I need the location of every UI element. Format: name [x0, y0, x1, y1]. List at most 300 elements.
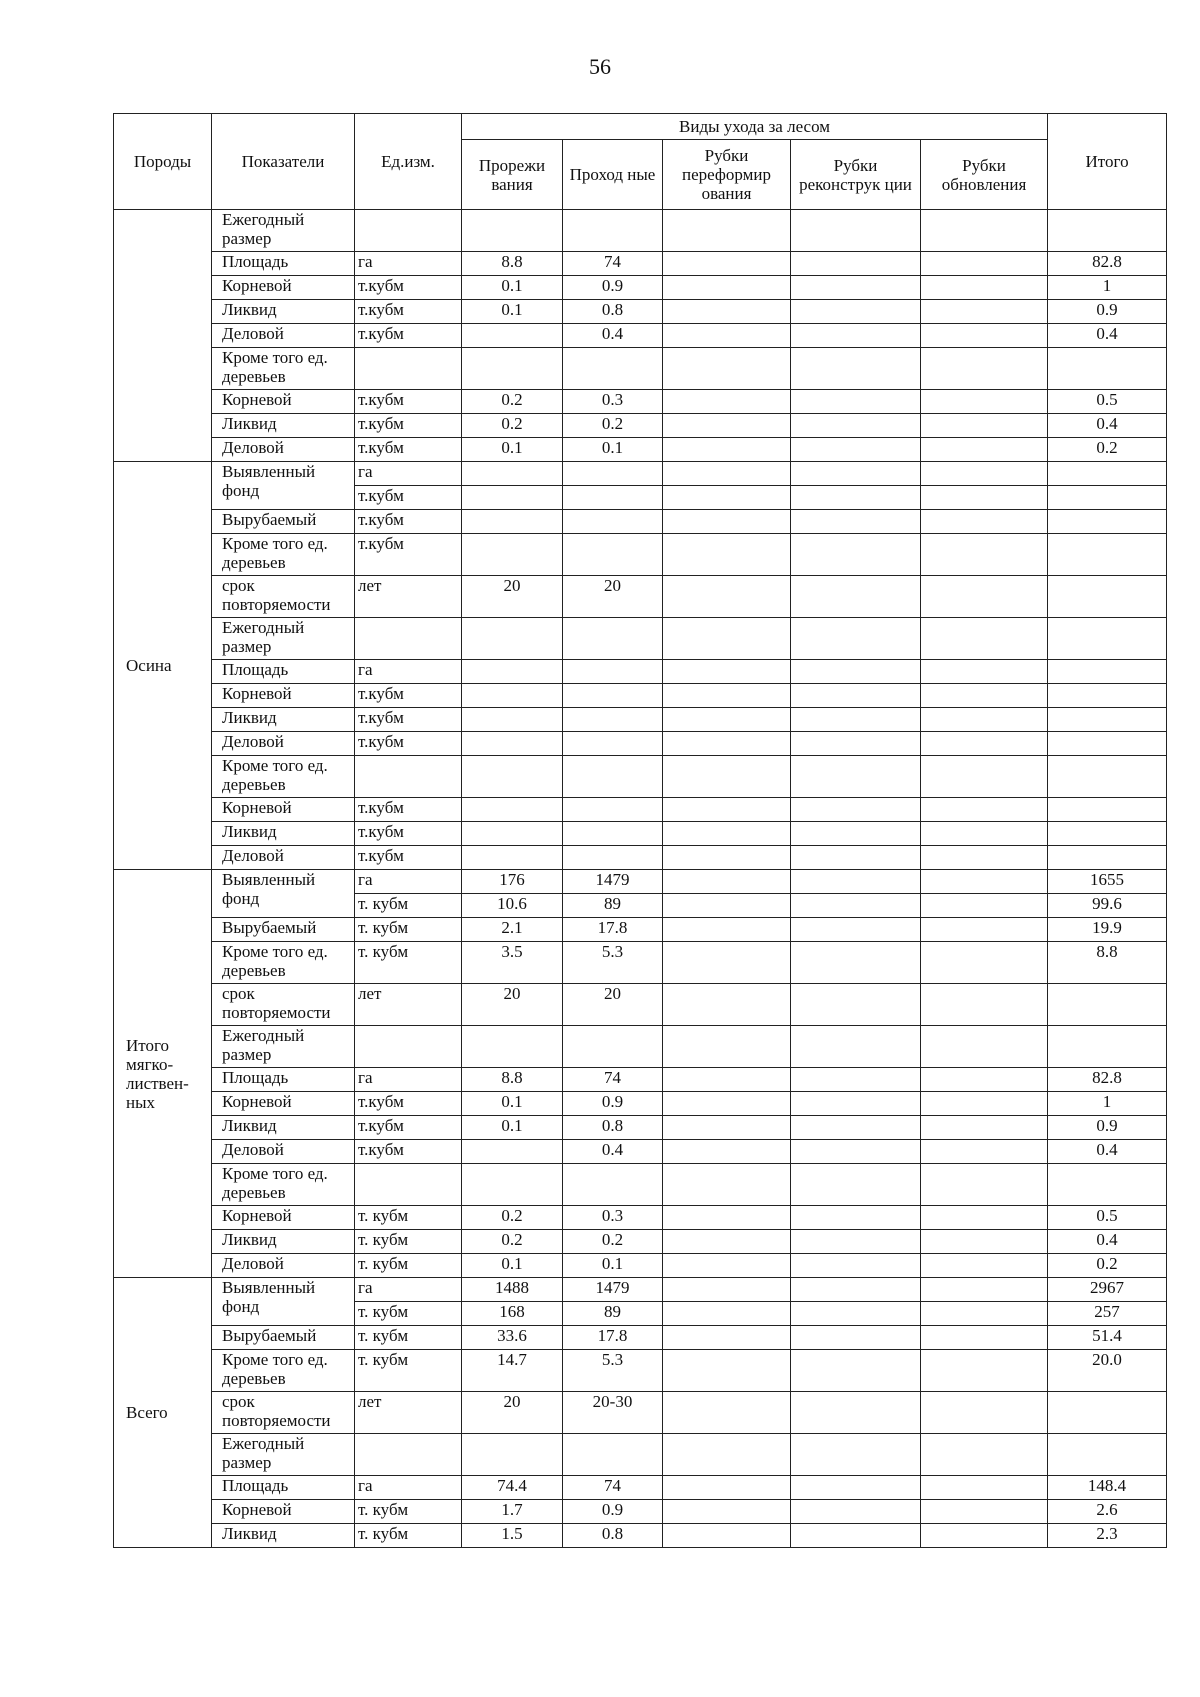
table-row: [114, 210, 1167, 252]
passing-cell: 20: [563, 576, 663, 618]
renewal-cell: [921, 822, 1048, 846]
thinning-cell: 0.1: [462, 276, 563, 300]
reconstruction-cell: [791, 1326, 921, 1350]
renewal-cell: [921, 300, 1048, 324]
total-cell: 0.9: [1048, 300, 1167, 324]
table-row: [114, 684, 1167, 708]
passing-cell: 0.1: [563, 438, 663, 462]
total-cell: 0.4: [1048, 414, 1167, 438]
reconstruction-cell: [791, 1476, 921, 1500]
thinning-cell: 33.6: [462, 1326, 563, 1350]
renewal-cell: [921, 756, 1048, 798]
unit-cell: га: [355, 1476, 462, 1500]
passing-cell: [563, 210, 663, 252]
renewal-cell: [921, 534, 1048, 576]
thinning-cell: 10.6: [462, 894, 563, 918]
reconstruction-cell: [791, 1026, 921, 1068]
renewal-cell: [921, 1350, 1048, 1392]
indicator-cell: Деловой: [212, 1140, 355, 1164]
reformation-cell: [663, 1524, 791, 1548]
thinning-cell: [462, 684, 563, 708]
passing-cell: 0.1: [563, 1254, 663, 1278]
thinning-cell: [462, 462, 563, 486]
unit-cell: т.кубм: [355, 438, 462, 462]
indicator-cell: Выявленный фонд: [212, 1278, 355, 1326]
total-cell: 148.4: [1048, 1476, 1167, 1500]
table-row: [114, 1164, 1167, 1206]
total-cell: [1048, 348, 1167, 390]
indicator-cell: Деловой: [212, 732, 355, 756]
reformation-cell: [663, 1302, 791, 1326]
passing-cell: 89: [563, 894, 663, 918]
unit-cell: [355, 1434, 462, 1476]
indicator-cell: Ежегодный размер: [212, 1434, 355, 1476]
total-cell: 51.4: [1048, 1326, 1167, 1350]
reconstruction-cell: [791, 486, 921, 510]
indicator-cell: Кроме того ед. деревьев: [212, 534, 355, 576]
reconstruction-cell: [791, 618, 921, 660]
reformation-cell: [663, 1278, 791, 1302]
thinning-cell: 0.2: [462, 414, 563, 438]
reconstruction-cell: [791, 1206, 921, 1230]
passing-cell: 0.9: [563, 276, 663, 300]
total-cell: 2.6: [1048, 1500, 1167, 1524]
indicator-cell: Площадь: [212, 1068, 355, 1092]
reconstruction-cell: [791, 1116, 921, 1140]
reformation-cell: [663, 252, 791, 276]
total-cell: [1048, 708, 1167, 732]
reformation-cell: [663, 1254, 791, 1278]
passing-cell: 0.8: [563, 1116, 663, 1140]
indicator-cell: Кроме того ед. деревьев: [212, 1164, 355, 1206]
table-row: [114, 576, 1167, 618]
reconstruction-cell: [791, 1092, 921, 1116]
renewal-cell: [921, 1230, 1048, 1254]
thinning-cell: [462, 348, 563, 390]
table-row: [114, 276, 1167, 300]
passing-cell: 20-30: [563, 1392, 663, 1434]
table-row: [114, 1092, 1167, 1116]
reformation-cell: [663, 798, 791, 822]
reconstruction-cell: [791, 1140, 921, 1164]
indicator-cell: Кроме того ед. деревьев: [212, 348, 355, 390]
total-cell: 257: [1048, 1302, 1167, 1326]
indicator-cell: Площадь: [212, 1476, 355, 1500]
renewal-cell: [921, 1068, 1048, 1092]
unit-cell: [355, 348, 462, 390]
table-row: [114, 1068, 1167, 1092]
passing-cell: [563, 660, 663, 684]
passing-cell: 89: [563, 1302, 663, 1326]
unit-cell: т. кубм: [355, 918, 462, 942]
unit-cell: лет: [355, 984, 462, 1026]
unit-cell: т.кубм: [355, 276, 462, 300]
passing-cell: 0.4: [563, 324, 663, 348]
reconstruction-cell: [791, 534, 921, 576]
unit-cell: т.кубм: [355, 390, 462, 414]
renewal-cell: [921, 1026, 1048, 1068]
reconstruction-cell: [791, 1302, 921, 1326]
header-total: Итого: [1048, 114, 1167, 210]
header-unit: Ед.изм.: [355, 114, 462, 210]
renewal-cell: [921, 708, 1048, 732]
renewal-cell: [921, 1254, 1048, 1278]
passing-cell: 1479: [563, 1278, 663, 1302]
unit-cell: т. кубм: [355, 1350, 462, 1392]
renewal-cell: [921, 1140, 1048, 1164]
table-row: [114, 1434, 1167, 1476]
thinning-cell: 1488: [462, 1278, 563, 1302]
unit-cell: т. кубм: [355, 1500, 462, 1524]
table-row: [114, 1326, 1167, 1350]
total-cell: [1048, 984, 1167, 1026]
reformation-cell: [663, 942, 791, 984]
table-row: [114, 534, 1167, 576]
indicator-cell: Ежегодный размер: [212, 210, 355, 252]
table-row: [114, 618, 1167, 660]
indicator-cell: Ликвид: [212, 708, 355, 732]
table-row: [114, 510, 1167, 534]
thinning-cell: 8.8: [462, 1068, 563, 1092]
passing-cell: [563, 534, 663, 576]
passing-cell: 0.8: [563, 1524, 663, 1548]
reconstruction-cell: [791, 348, 921, 390]
table-row: [114, 1476, 1167, 1500]
passing-cell: [563, 462, 663, 486]
unit-cell: т. кубм: [355, 1254, 462, 1278]
reformation-cell: [663, 576, 791, 618]
thinning-cell: 168: [462, 1302, 563, 1326]
passing-cell: 0.4: [563, 1140, 663, 1164]
unit-cell: т.кубм: [355, 510, 462, 534]
passing-cell: 20: [563, 984, 663, 1026]
renewal-cell: [921, 324, 1048, 348]
total-cell: 0.4: [1048, 324, 1167, 348]
thinning-cell: 20: [462, 576, 563, 618]
table-row: [114, 984, 1167, 1026]
unit-cell: га: [355, 870, 462, 894]
thinning-cell: 1.7: [462, 1500, 563, 1524]
reformation-cell: [663, 618, 791, 660]
reformation-cell: [663, 660, 791, 684]
indicator-cell: срок повторяемости: [212, 984, 355, 1026]
reformation-cell: [663, 684, 791, 708]
renewal-cell: [921, 1206, 1048, 1230]
total-cell: [1048, 732, 1167, 756]
passing-cell: 17.8: [563, 1326, 663, 1350]
indicator-cell: Площадь: [212, 660, 355, 684]
unit-cell: т. кубм: [355, 894, 462, 918]
unit-cell: т. кубм: [355, 1302, 462, 1326]
reformation-cell: [663, 510, 791, 534]
indicator-cell: Корневой: [212, 276, 355, 300]
renewal-cell: [921, 1278, 1048, 1302]
indicator-cell: Вырубаемый: [212, 918, 355, 942]
table-row: [114, 822, 1167, 846]
thinning-cell: [462, 1164, 563, 1206]
total-cell: [1048, 1434, 1167, 1476]
reformation-cell: [663, 1164, 791, 1206]
table-row: [114, 324, 1167, 348]
reconstruction-cell: [791, 870, 921, 894]
passing-cell: [563, 1164, 663, 1206]
indicator-cell: Ежегодный размер: [212, 618, 355, 660]
table-row: [114, 390, 1167, 414]
renewal-cell: [921, 576, 1048, 618]
reconstruction-cell: [791, 576, 921, 618]
reformation-cell: [663, 708, 791, 732]
total-cell: [1048, 1164, 1167, 1206]
thinning-cell: [462, 708, 563, 732]
reformation-cell: [663, 534, 791, 576]
indicator-cell: Ликвид: [212, 1116, 355, 1140]
reconstruction-cell: [791, 942, 921, 984]
total-cell: 2.3: [1048, 1524, 1167, 1548]
renewal-cell: [921, 1524, 1048, 1548]
reformation-cell: [663, 348, 791, 390]
indicator-cell: Корневой: [212, 390, 355, 414]
unit-cell: лет: [355, 576, 462, 618]
total-cell: 1: [1048, 1092, 1167, 1116]
forest-care-table: [113, 113, 1167, 1548]
total-cell: 0.2: [1048, 1254, 1167, 1278]
reformation-cell: [663, 390, 791, 414]
thinning-cell: [462, 756, 563, 798]
table-row: [114, 660, 1167, 684]
table-row: [114, 756, 1167, 798]
renewal-cell: [921, 942, 1048, 984]
indicator-cell: Деловой: [212, 324, 355, 348]
thinning-cell: 0.1: [462, 300, 563, 324]
thinning-cell: 0.1: [462, 1092, 563, 1116]
total-cell: 20.0: [1048, 1350, 1167, 1392]
reconstruction-cell: [791, 732, 921, 756]
renewal-cell: [921, 462, 1048, 486]
thinning-cell: [462, 1026, 563, 1068]
reformation-cell: [663, 1140, 791, 1164]
unit-cell: т.кубм: [355, 414, 462, 438]
reconstruction-cell: [791, 324, 921, 348]
indicator-cell: Кроме того ед. деревьев: [212, 1350, 355, 1392]
header-passing: Проход ные: [563, 140, 663, 210]
renewal-cell: [921, 1164, 1048, 1206]
table-row: [114, 1230, 1167, 1254]
total-cell: 8.8: [1048, 942, 1167, 984]
reconstruction-cell: [791, 1350, 921, 1392]
header-reformation: Рубки переформир ования: [663, 140, 791, 210]
renewal-cell: [921, 390, 1048, 414]
total-cell: 0.4: [1048, 1140, 1167, 1164]
reformation-cell: [663, 300, 791, 324]
passing-cell: [563, 822, 663, 846]
thinning-cell: 0.2: [462, 1230, 563, 1254]
passing-cell: [563, 1434, 663, 1476]
unit-cell: га: [355, 1278, 462, 1302]
passing-cell: 0.2: [563, 414, 663, 438]
passing-cell: 0.8: [563, 300, 663, 324]
unit-cell: т.кубм: [355, 486, 462, 510]
unit-cell: т. кубм: [355, 1326, 462, 1350]
passing-cell: 74: [563, 1068, 663, 1092]
thinning-cell: [462, 486, 563, 510]
thinning-cell: 0.1: [462, 1254, 563, 1278]
renewal-cell: [921, 1500, 1048, 1524]
thinning-cell: [462, 798, 563, 822]
thinning-cell: 0.1: [462, 1116, 563, 1140]
indicator-cell: Ликвид: [212, 822, 355, 846]
reconstruction-cell: [791, 1230, 921, 1254]
unit-cell: т. кубм: [355, 1524, 462, 1548]
table-row: [114, 1206, 1167, 1230]
reconstruction-cell: [791, 708, 921, 732]
indicator-cell: Выявленный фонд: [212, 462, 355, 510]
total-cell: 0.5: [1048, 1206, 1167, 1230]
total-cell: [1048, 822, 1167, 846]
table-row: [114, 1350, 1167, 1392]
total-cell: [1048, 756, 1167, 798]
reconstruction-cell: [791, 1434, 921, 1476]
passing-cell: [563, 486, 663, 510]
table-row: [114, 438, 1167, 462]
unit-cell: га: [355, 462, 462, 486]
total-cell: 19.9: [1048, 918, 1167, 942]
thinning-cell: [462, 1140, 563, 1164]
unit-cell: т.кубм: [355, 534, 462, 576]
total-cell: [1048, 534, 1167, 576]
reconstruction-cell: [791, 684, 921, 708]
thinning-cell: 74.4: [462, 1476, 563, 1500]
species-cell: Осина: [114, 462, 212, 870]
table-row: [114, 1140, 1167, 1164]
thinning-cell: [462, 210, 563, 252]
unit-cell: га: [355, 252, 462, 276]
table-row: [114, 942, 1167, 984]
unit-cell: т.кубм: [355, 708, 462, 732]
thinning-cell: 0.2: [462, 1206, 563, 1230]
passing-cell: [563, 756, 663, 798]
unit-cell: т.кубм: [355, 1092, 462, 1116]
reformation-cell: [663, 1116, 791, 1140]
indicator-cell: Корневой: [212, 798, 355, 822]
thinning-cell: [462, 324, 563, 348]
reconstruction-cell: [791, 894, 921, 918]
species-cell: Итого мягко-листвен-ных: [114, 870, 212, 1278]
renewal-cell: [921, 348, 1048, 390]
species-cell: Всего: [114, 1278, 212, 1548]
table-row: [114, 1116, 1167, 1140]
renewal-cell: [921, 846, 1048, 870]
passing-cell: 17.8: [563, 918, 663, 942]
indicator-cell: Деловой: [212, 438, 355, 462]
total-cell: 0.4: [1048, 1230, 1167, 1254]
thinning-cell: 14.7: [462, 1350, 563, 1392]
renewal-cell: [921, 918, 1048, 942]
reformation-cell: [663, 1434, 791, 1476]
indicator-cell: Кроме того ед. деревьев: [212, 942, 355, 984]
total-cell: [1048, 486, 1167, 510]
thinning-cell: [462, 846, 563, 870]
unit-cell: т.кубм: [355, 822, 462, 846]
indicator-cell: Выявленный фонд: [212, 870, 355, 918]
passing-cell: 74: [563, 252, 663, 276]
unit-cell: т.кубм: [355, 1140, 462, 1164]
passing-cell: 0.2: [563, 1230, 663, 1254]
table-row: [114, 1278, 1167, 1302]
table-row: [114, 252, 1167, 276]
table-body: [114, 210, 1167, 1548]
reformation-cell: [663, 732, 791, 756]
reformation-cell: [663, 414, 791, 438]
reformation-cell: [663, 1500, 791, 1524]
reconstruction-cell: [791, 1500, 921, 1524]
table-row: [114, 1500, 1167, 1524]
reconstruction-cell: [791, 822, 921, 846]
reconstruction-cell: [791, 846, 921, 870]
indicator-cell: Корневой: [212, 1500, 355, 1524]
reformation-cell: [663, 1350, 791, 1392]
reformation-cell: [663, 1026, 791, 1068]
reconstruction-cell: [791, 1392, 921, 1434]
header-thinning: Прорежи вания: [462, 140, 563, 210]
total-cell: [1048, 462, 1167, 486]
total-cell: [1048, 1026, 1167, 1068]
total-cell: 0.2: [1048, 438, 1167, 462]
passing-cell: 0.9: [563, 1092, 663, 1116]
total-cell: [1048, 510, 1167, 534]
unit-cell: [355, 1026, 462, 1068]
total-cell: [1048, 618, 1167, 660]
indicator-cell: Вырубаемый: [212, 1326, 355, 1350]
thinning-cell: 3.5: [462, 942, 563, 984]
total-cell: [1048, 798, 1167, 822]
renewal-cell: [921, 1434, 1048, 1476]
renewal-cell: [921, 732, 1048, 756]
table-row: [114, 732, 1167, 756]
table-row: [114, 1524, 1167, 1548]
unit-cell: т. кубм: [355, 1230, 462, 1254]
passing-cell: 0.3: [563, 1206, 663, 1230]
total-cell: 82.8: [1048, 252, 1167, 276]
reconstruction-cell: [791, 414, 921, 438]
reconstruction-cell: [791, 1164, 921, 1206]
indicator-cell: срок повторяемости: [212, 1392, 355, 1434]
passing-cell: [563, 348, 663, 390]
table-row: [114, 708, 1167, 732]
indicator-cell: Корневой: [212, 1092, 355, 1116]
renewal-cell: [921, 798, 1048, 822]
reformation-cell: [663, 870, 791, 894]
table-row: [114, 1392, 1167, 1434]
total-cell: 1655: [1048, 870, 1167, 894]
indicator-cell: Вырубаемый: [212, 510, 355, 534]
reconstruction-cell: [791, 510, 921, 534]
passing-cell: [563, 618, 663, 660]
reformation-cell: [663, 276, 791, 300]
renewal-cell: [921, 252, 1048, 276]
reformation-cell: [663, 324, 791, 348]
renewal-cell: [921, 684, 1048, 708]
table-row: [114, 348, 1167, 390]
thinning-cell: 1.5: [462, 1524, 563, 1548]
reformation-cell: [663, 756, 791, 798]
reconstruction-cell: [791, 462, 921, 486]
table-row: [114, 462, 1167, 486]
reconstruction-cell: [791, 210, 921, 252]
renewal-cell: [921, 438, 1048, 462]
table-row: [114, 1026, 1167, 1068]
reconstruction-cell: [791, 798, 921, 822]
thinning-cell: 2.1: [462, 918, 563, 942]
